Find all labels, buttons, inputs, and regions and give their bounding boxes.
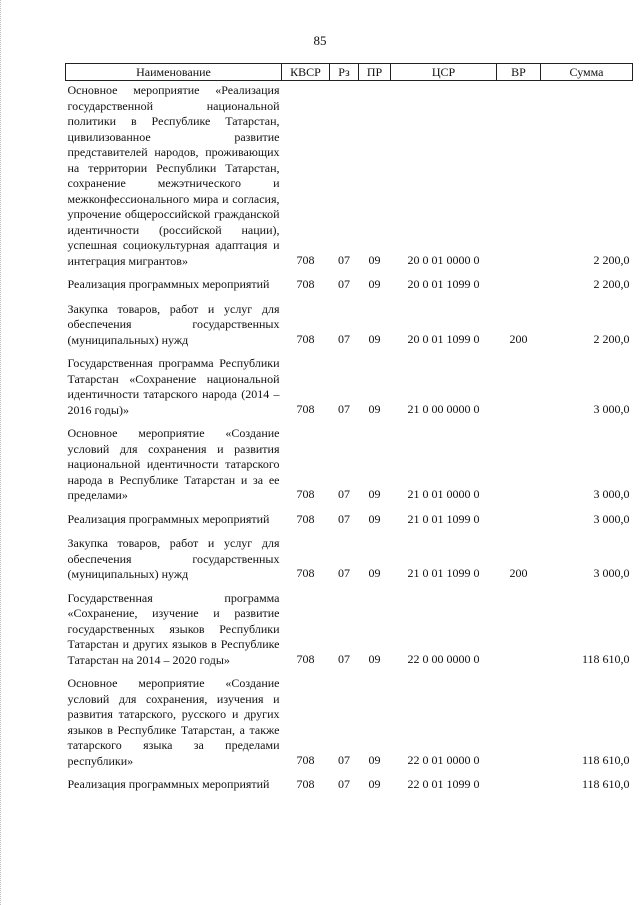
row-pr: 09 bbox=[368, 566, 381, 580]
row-sum: 2 200,0 bbox=[593, 277, 630, 291]
row-csr: 21 0 01 1099 0 bbox=[407, 511, 480, 526]
row-kvsr: 708 bbox=[296, 487, 315, 501]
row-name: Государственная программа Республики Татарстан «Сохранение национальной идентичности татарского народа (2014 – 2016 годы)» bbox=[67, 356, 280, 417]
row-vr bbox=[497, 589, 541, 675]
table-row bbox=[66, 354, 633, 424]
table-row bbox=[66, 674, 633, 775]
table-row bbox=[66, 424, 633, 510]
row-name: Закупка товаров, работ и услуг для обеспечения государственных (муниципальных) нужд bbox=[67, 301, 280, 347]
table-row bbox=[66, 775, 633, 800]
row-rz: 07 bbox=[338, 252, 350, 267]
row-csr: 22 0 00 0000 0 bbox=[407, 651, 480, 666]
row-rz: 07 bbox=[338, 487, 350, 501]
row-rz: 07 bbox=[338, 752, 350, 767]
row-kvsr: 708 bbox=[296, 651, 315, 666]
row-kvsr: 708 bbox=[296, 331, 315, 346]
row-name: Основное мероприятие «Реализация государственной национальной политики в Республике Татарстан, цивилизованное развитие представителей народов, проживающих на территории Республики Татарстан, сохранение межэтнического и межконфессионального мира и согласия, упрочение общероссийской гражданской идентичности (российской нации), успешная социокультурная адаптация и интеграция мигрантов» bbox=[67, 83, 280, 268]
row-csr: 22 0 01 1099 0 bbox=[407, 777, 480, 791]
row-csr: 20 0 01 1099 0 bbox=[407, 277, 480, 291]
row-name: Основное мероприятие «Создание условий для сохранения, изучения и развития татарского, русского и других языков в Республике Татарстан, а также татарского языка за пределами республики» bbox=[67, 676, 280, 768]
row-name: Основное мероприятие «Создание условий для сохранения и развития национальной идентичности татарского народа в Республике Татарстан и за ее пределами» bbox=[67, 426, 280, 502]
table-row bbox=[66, 534, 633, 589]
row-name: Закупка товаров, работ и услуг для обеспечения государственных (муниципальных) нужд bbox=[67, 536, 280, 581]
page-number: 85 bbox=[313, 33, 327, 48]
table-row bbox=[66, 589, 633, 675]
table-header bbox=[66, 64, 633, 81]
row-rz: 07 bbox=[338, 566, 350, 580]
row-sum: 118 610,0 bbox=[581, 777, 630, 791]
row-csr: 21 0 01 1099 0 bbox=[407, 566, 480, 580]
table-row bbox=[66, 300, 633, 355]
col-header-csr: ЦСР bbox=[391, 64, 497, 81]
row-pr: 09 bbox=[368, 401, 381, 416]
col-header-pr: ПР bbox=[359, 64, 391, 81]
row-sum: 3 000,0 bbox=[593, 511, 630, 526]
row-sum: 2 200,0 bbox=[593, 252, 630, 267]
row-rz: 07 bbox=[338, 777, 350, 791]
row-vr bbox=[497, 424, 541, 510]
row-csr: 20 0 01 0000 0 bbox=[407, 252, 480, 267]
row-csr: 20 0 01 1099 0 bbox=[407, 331, 480, 346]
table-row bbox=[66, 510, 633, 535]
row-name: Реализация программных мероприятий bbox=[67, 277, 270, 291]
row-rz: 07 bbox=[338, 511, 350, 526]
row-csr: 22 0 01 0000 0 bbox=[407, 752, 480, 767]
row-pr: 09 bbox=[368, 511, 381, 526]
row-sum: 3 000,0 bbox=[593, 487, 630, 501]
col-header-vr: ВР bbox=[497, 64, 541, 81]
row-vr: 200 bbox=[509, 566, 528, 580]
row-csr: 21 0 00 0000 0 bbox=[407, 401, 480, 416]
row-vr bbox=[497, 354, 541, 424]
row-vr: 200 bbox=[509, 331, 528, 346]
row-rz: 07 bbox=[338, 331, 350, 346]
row-vr bbox=[497, 81, 541, 276]
col-header-sum: Сумма bbox=[541, 64, 633, 81]
row-sum: 2 200,0 bbox=[593, 331, 630, 346]
row-sum: 118 610,0 bbox=[581, 651, 630, 666]
budget-table bbox=[65, 63, 633, 800]
col-header-rz: Рз bbox=[330, 64, 359, 81]
row-pr: 09 bbox=[368, 487, 381, 501]
row-kvsr: 708 bbox=[296, 566, 315, 580]
col-header-name: Наименование bbox=[66, 64, 282, 81]
row-kvsr: 708 bbox=[296, 277, 315, 291]
table-row bbox=[66, 81, 633, 276]
row-kvsr: 708 bbox=[296, 752, 315, 767]
row-name: Реализация программных мероприятий bbox=[67, 777, 270, 791]
row-rz: 07 bbox=[338, 277, 350, 291]
row-vr bbox=[497, 775, 541, 800]
row-kvsr: 708 bbox=[296, 511, 315, 526]
col-header-kvsr: КВСР bbox=[282, 64, 330, 81]
row-name: Государственная программа «Сохранение, изучение и развитие государственных языков Республики Татарстан и других языков в Республике Татарстан на 2014 – 2020 годы» bbox=[67, 590, 280, 667]
row-kvsr: 708 bbox=[296, 252, 315, 267]
row-rz: 07 bbox=[338, 651, 350, 666]
row-csr: 21 0 01 0000 0 bbox=[407, 487, 480, 501]
row-kvsr: 708 bbox=[296, 777, 315, 791]
row-pr: 09 bbox=[368, 651, 381, 666]
row-vr bbox=[497, 674, 541, 775]
row-pr: 09 bbox=[368, 777, 381, 791]
row-sum: 118 610,0 bbox=[581, 752, 630, 767]
table-row bbox=[66, 275, 633, 300]
row-pr: 09 bbox=[368, 752, 381, 767]
row-sum: 3 000,0 bbox=[593, 566, 630, 580]
row-vr bbox=[497, 510, 541, 535]
row-pr: 09 bbox=[368, 331, 381, 346]
row-name: Реализация программных мероприятий bbox=[67, 511, 270, 526]
row-sum: 3 000,0 bbox=[593, 401, 630, 416]
scan-edge bbox=[0, 0, 5, 905]
row-rz: 07 bbox=[338, 401, 350, 416]
row-pr: 09 bbox=[368, 252, 381, 267]
row-kvsr: 708 bbox=[296, 401, 315, 416]
row-vr bbox=[497, 275, 541, 300]
row-pr: 09 bbox=[368, 277, 381, 291]
